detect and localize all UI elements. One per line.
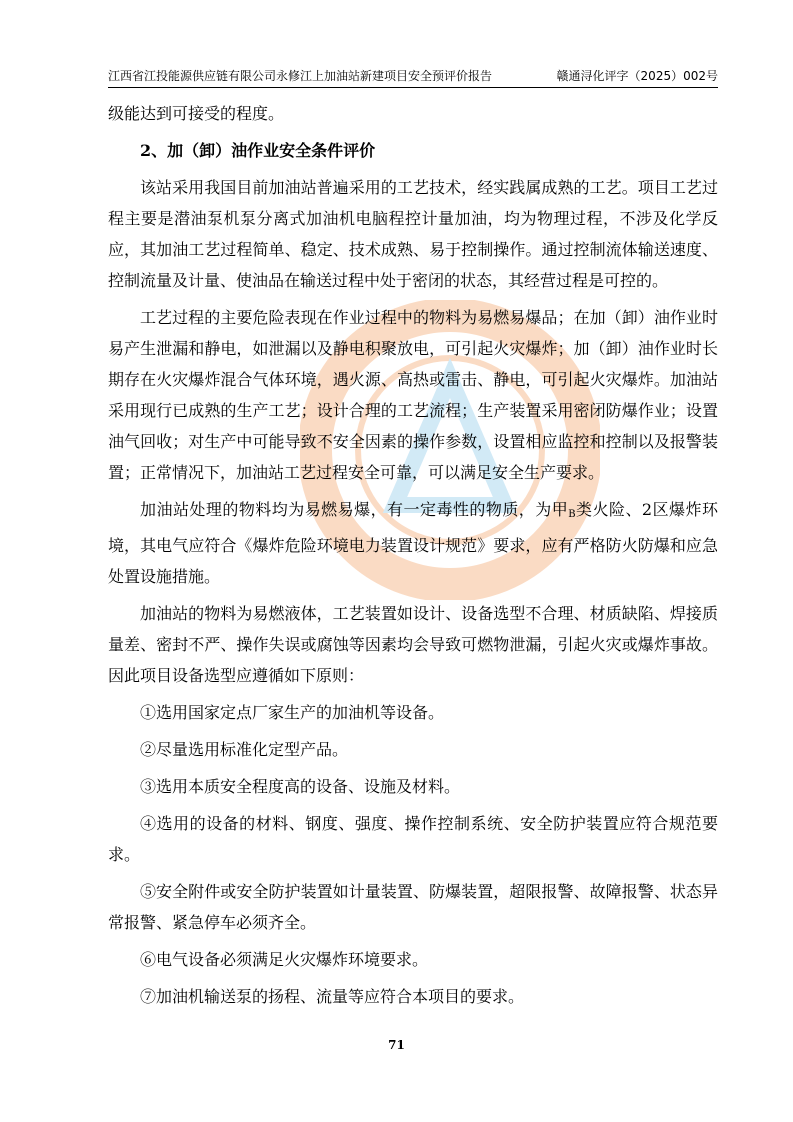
list-item: ⑤安全附件或安全防护装置如计量装置、防爆装置，超限报警、故障报警、状态异常报警、紧急停车必须齐全。 xyxy=(108,882,718,932)
list-item: ①选用国家定点厂家生产的加油机等设备。 xyxy=(140,703,445,722)
paragraph xyxy=(108,494,718,592)
list-item: ③选用本质安全程度高的设备、设施及材料。 xyxy=(140,777,461,796)
paragraph-text: 类火险、2区爆炸环境，其电气应符合《爆炸危险环境电力装置设计规范》要求，应有严格防火防爆和应急处置设施措施。 xyxy=(108,500,718,586)
list-item: ②尽量选用标准化定型产品。 xyxy=(140,740,349,759)
paragraph: 工艺过程的主要危险表现在作业过程中的物料为易燃易爆品；在加（卸）油作业时易产生泄漏和静电，如泄漏以及静电积聚放电，可引起火灾爆炸；加（卸）油作业时长期存在火灾爆炸混合气体环境，遇火源、高热或雷击、静电，可引起火灾爆炸。加油站采用现行已成熟的生产工艺；设计合理的工艺流程；生产装置采用密闭防爆作业；设置油气回收；对生产中可能导致不安全因素的操作参数，设置相应监控和控制以及报警装置；正常情况下，加油站工艺过程安全可靠，可以满足安全生产要求。 xyxy=(108,308,718,482)
list-item: ⑦加油机输送泵的扬程、流量等应符合本项目的要求。 xyxy=(140,987,525,1006)
list-item: ④选用的设备的材料、钢度、强度、操作控制系统、安全防护装置应符合规范要求。 xyxy=(108,814,718,864)
page-number: 71 xyxy=(388,1038,405,1052)
paragraph-continued: 级能达到可接受的程度。 xyxy=(108,104,285,123)
paragraph-text: 加油站处理的物料均为易燃易爆，有一定毒性的物质，为甲 xyxy=(140,500,569,519)
header-report-title: 江西省江投能源供应链有限公司永修江上加油站新建项目安全预评价报告 xyxy=(108,69,493,83)
paragraph: 该站采用我国目前加油站普遍采用的工艺技术，经实践属成熟的工艺。项目工艺过程主要是潜油泵机泵分离式加油机电脑程控计量加油，均为物理过程，不涉及化学反应，其加油工艺过程简单、稳定、技术成熟、易于控制操作。通过控制流体输送速度、控制流量及计量、使油品在输送过程中处于密闭的状态，其经营过程是可控的。 xyxy=(108,178,718,290)
header-report-number: 赣通浔化评字（2025）002号 xyxy=(556,69,718,83)
section-heading: 2、加（卸）油作业安全条件评价 xyxy=(140,141,376,160)
list-item: ⑥电气设备必须满足火灾爆炸环境要求。 xyxy=(140,950,429,969)
document-body xyxy=(108,98,718,1012)
paragraph: 加油站的物料为易燃液体，工艺装置如设计、设备选型不合理、材质缺陷、焊接质量差、密封不严、操作失误或腐蚀等因素均会导致可燃物泄漏，引起火灾或爆炸事故。因此项目设备选型应遵循如下原则： xyxy=(108,604,718,685)
page-header xyxy=(108,66,718,86)
header-divider xyxy=(108,87,718,88)
subscript-b: B xyxy=(568,509,576,520)
